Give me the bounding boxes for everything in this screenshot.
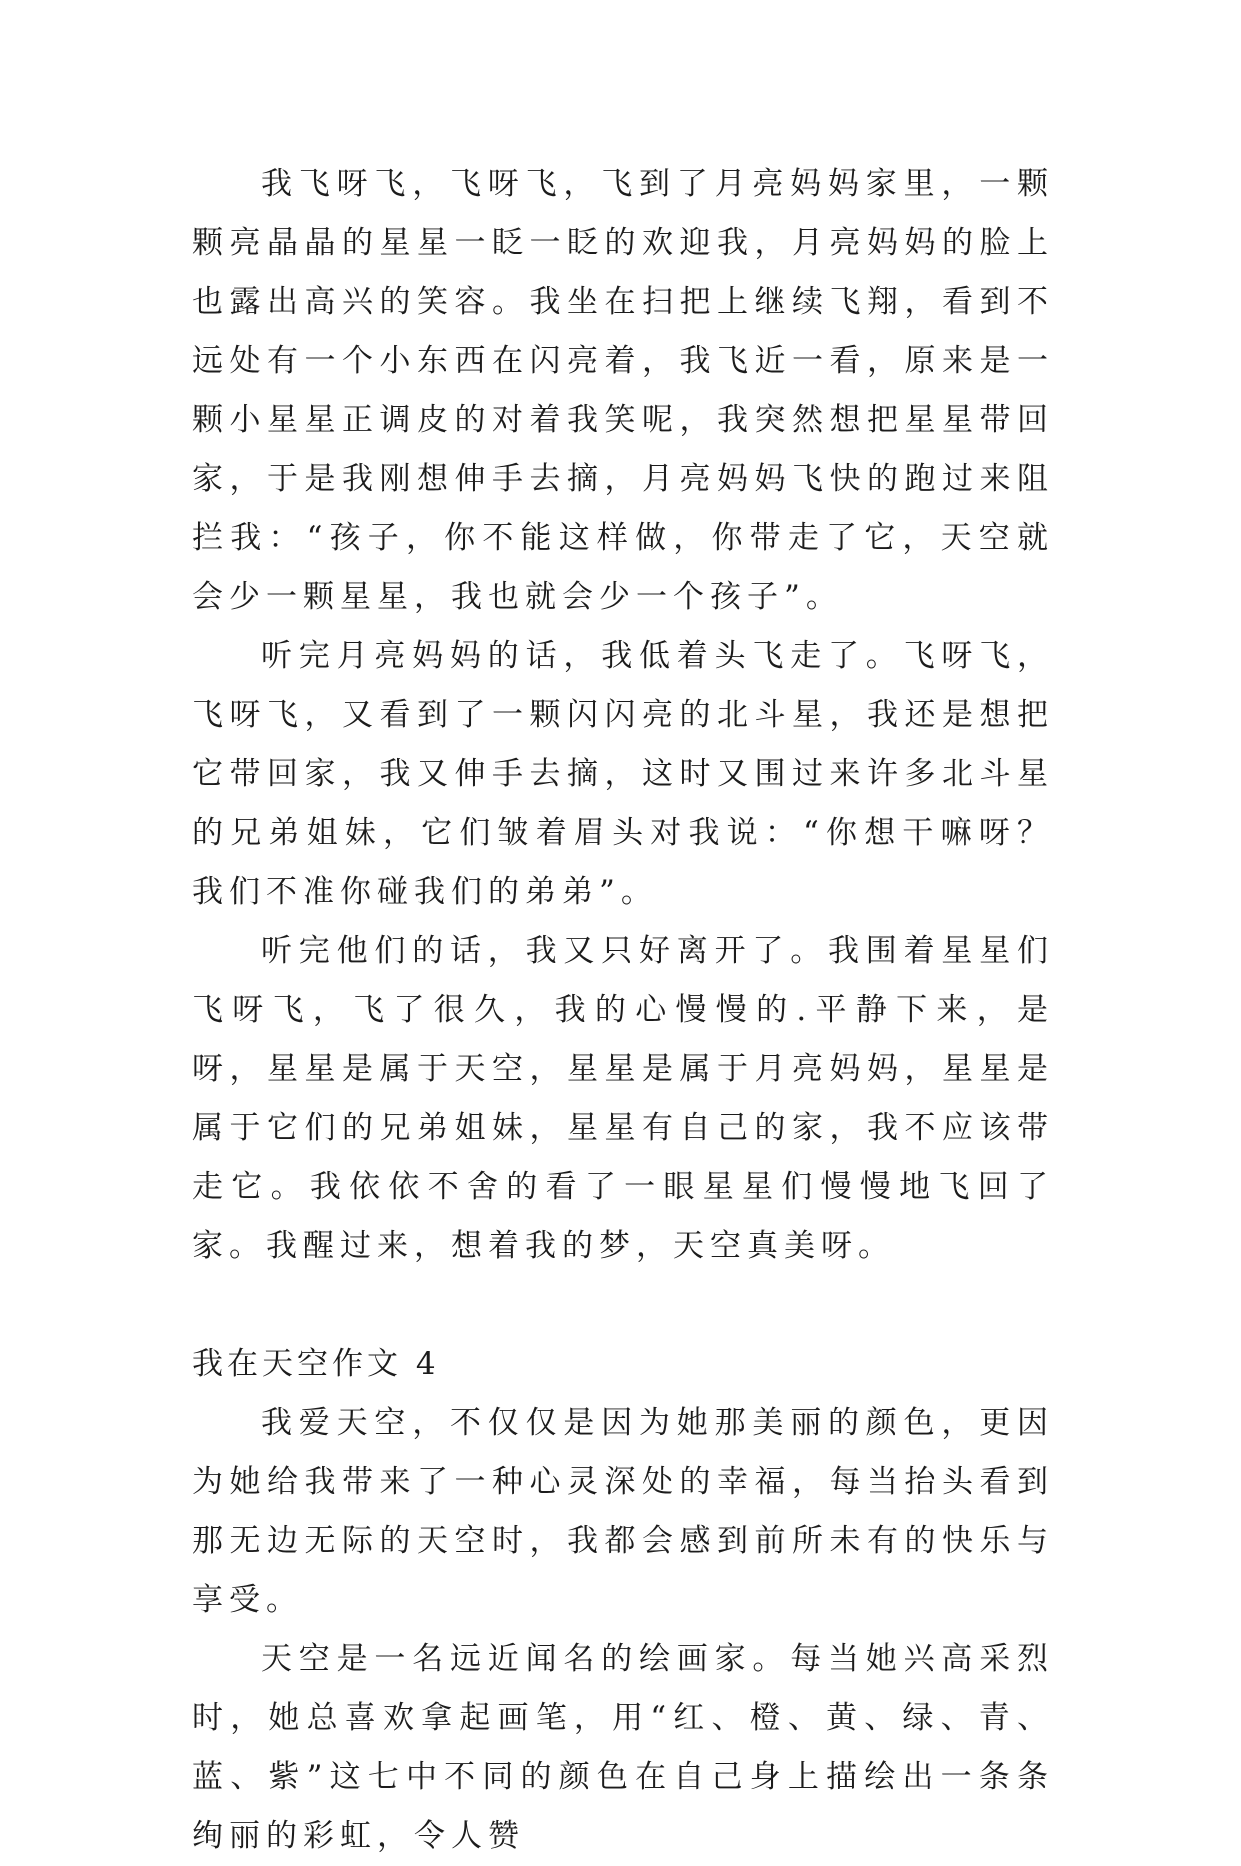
paragraph: 我爱天空，不仅仅是因为她那美丽的颜色，更因为她给我带来了一种心灵深处的幸福，每当抬头看到那无边无际的天空时，我都会感到前所未有的快乐与享受。 <box>192 1405 1054 1618</box>
document-body <box>192 155 1054 1866</box>
section-heading: 我在天空作文 4 <box>192 1346 440 1382</box>
paragraph: 听完月亮妈妈的话，我低着头飞走了。飞呀飞，飞呀飞，又看到了一颗闪闪亮的北斗星，我还是想把它带回家，我又伸手去摘，这时又围过来许多北斗星的兄弟姐妹，它们皱着眉头对我说：“你想干嘛呀？我们不准你碰我们的弟弟”。 <box>192 638 1054 910</box>
paragraph: 我飞呀飞，飞呀飞，飞到了月亮妈妈家里，一颗颗亮晶晶的星星一眨一眨的欢迎我，月亮妈妈的脸上也露出高兴的笑容。我坐在扫把上继续飞翔，看到不远处有一个小东西在闪亮着，我飞近一看，原来是一颗小星星正调皮的对着我笑呢，我突然想把星星带回家，于是我刚想伸手去摘，月亮妈妈飞快的跑过来阻拦我：“孩子，你不能这样做，你带走了它，天空就会少一颗星星，我也就会少一个孩子”。 <box>192 166 1054 615</box>
paragraph: 听完他们的话，我又只好离开了。我围着星星们飞呀飞，飞了很久，我的心慢慢的.平静下来，是呀，星星是属于天空，星星是属于月亮妈妈，星星是属于它们的兄弟姐妹，星星有自己的家，我不应该带走它。我依依不舍的看了一眼星星们慢慢地飞回了家。我醒过来，想着我的梦，天空真美呀。 <box>192 933 1054 1264</box>
paragraph: 天空是一名远近闻名的绘画家。每当她兴高采烈时，她总喜欢拿起画笔，用“红、橙、黄、绿、青、蓝、紫”这七中不同的颜色在自己身上描绘出一条条绚丽的彩虹，令人赞 <box>192 1641 1054 1854</box>
